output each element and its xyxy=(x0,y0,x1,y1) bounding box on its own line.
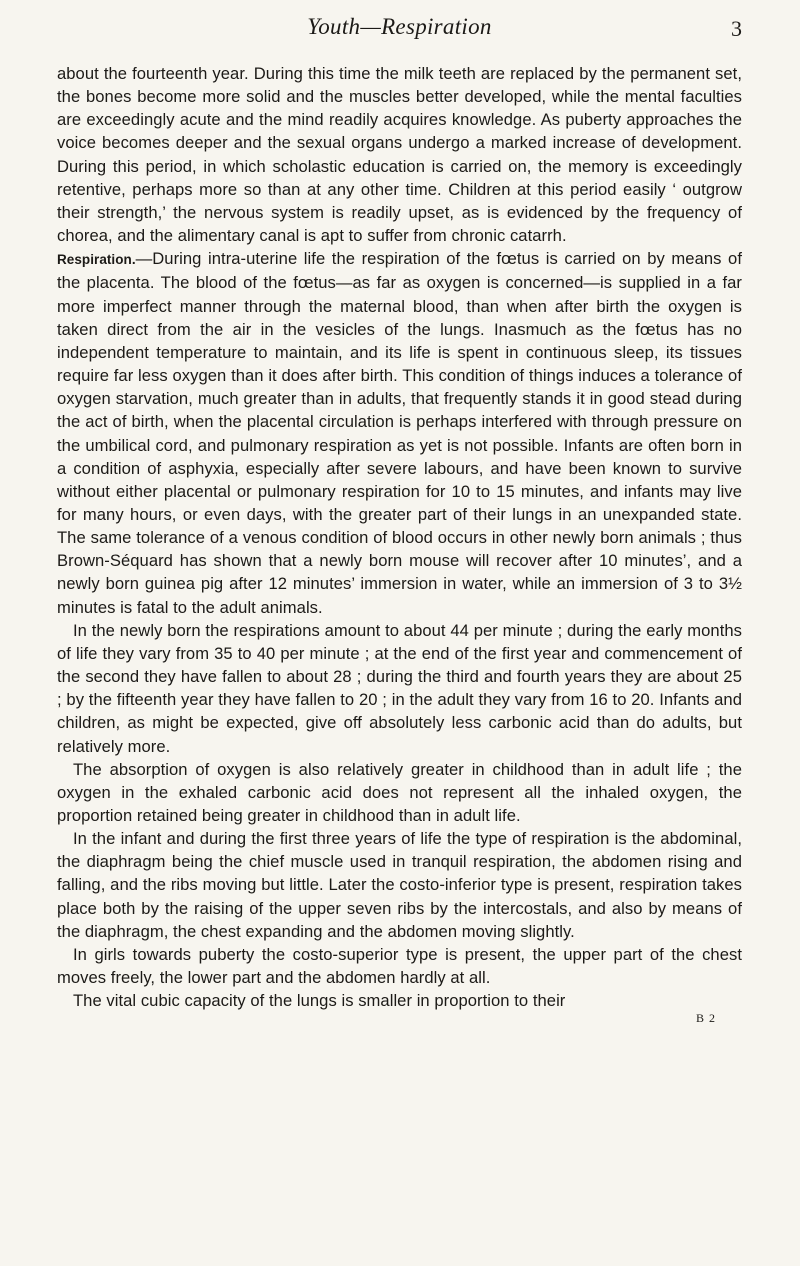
paragraph-girls-puberty: In girls towards puberty the costo-superior type is present, the upper part of the chest moves freely, the lower part and the abdomen hardly at all. xyxy=(57,944,742,988)
page-number: 3 xyxy=(731,16,742,41)
paragraph-oxygen-absorption: The absorption of oxygen is also relatively greater in childhood than in adult life ; the oxygen in the exhaled carbonic acid does not represent all the inhaled oxygen, the proportion retained being greater in childhood than in adult life. xyxy=(57,759,742,825)
paragraph-respiration xyxy=(57,247,742,619)
paragraph-respiration-rate: In the newly born the respirations amount to about 44 per minute ; during the early months of life they vary from 35 to 40 per minute ; at the end of the first year and commencement of the second they have fallen to about 28 ; during the third and fourth years they are about 25 ; by the fifteenth year they have fallen to 20 ; in the adult they vary from 16 to 20. Infants and children, as might be expected, give off absolutely less carbonic acid than do adults, but relatively more. xyxy=(57,620,742,756)
paragraph-vital-capacity: The vital cubic capacity of the lungs is smaller in proportion to their xyxy=(73,991,566,1011)
signature-mark: B 2 xyxy=(695,1011,716,1026)
paragraph-respiration-type: In the infant and during the first three years of life the type of respiration is the abdominal, the diaphragm being the chief muscle used in tranquil respiration, the abdomen rising and falling, and the ribs moving but little. Later the costo-inferior type is present, respiration takes place both by the raising of the upper seven ribs by the intercostals, and also by means of the diaphragm, the chest expanding and the abdomen moving slightly. xyxy=(57,829,742,941)
running-head: Youth—Respiration xyxy=(307,14,492,39)
page-header xyxy=(57,0,742,62)
paragraph-youth: about the fourteenth year. During this time the milk teeth are replaced by the permanent set, the bones become more solid and the muscles better developed, while the mental faculties are exceedingly acute and the mind readily acquires knowledge. As puberty approaches the voice becomes deeper and the sexual organs undergo a marked increase of development. During this period, in which scholastic education is carried on, the memory is exceedingly retentive, perhaps more so than at any other time. Children at this period easily ‘ outgrow their strength,’ the nervous system is readily upset, as is evidenced by the frequency of chorea, and the alimentary canal is apt to suffer from chronic catarrh. xyxy=(57,64,742,246)
paragraph-respiration-text: —During intra-uterine life the respiration of the fœtus is carried on by means of the placenta. The blood of the fœtus—as far as oxygen is concerned—is supplied in a far more imperfect manner through the maternal blood, than when after birth the oxygen is taken direct from the air in the vesicles of the lungs. Inasmuch as the fœtus has no independent temperature to maintain, and its life is spent in continuous sleep, its tissues require far less oxygen than it does after birth. This condition of things induces a tolerance of oxygen starvation, much greater than in adults, that frequently stands it in good stead during the act of birth, when the placental circulation is perhaps interfered with through pressure on the umbilical cord, and pulmonary respiration as yet is not possible. Infants are often born in a condition of asphyxia, especially after severe labours, and have been known to survive without either placental or pulmonary respiration for 10 to 15 minutes, and infants may live for many hours, or even days, with the greater part of their lungs in an unexpanded state. The same tolerance of a venous condition of blood occurs in other newly born animals ; thus Brown-Séquard has shown that a newly born mouse will recover after 10 minutes’, and a newly born guinea pig after 12 minutes’ immersion in water, while an immersion of 3 to 3½ minutes is fatal to the adult animals. xyxy=(57,249,742,617)
section-heading-respiration: Respiration. xyxy=(57,252,136,268)
body-text xyxy=(57,62,742,1012)
